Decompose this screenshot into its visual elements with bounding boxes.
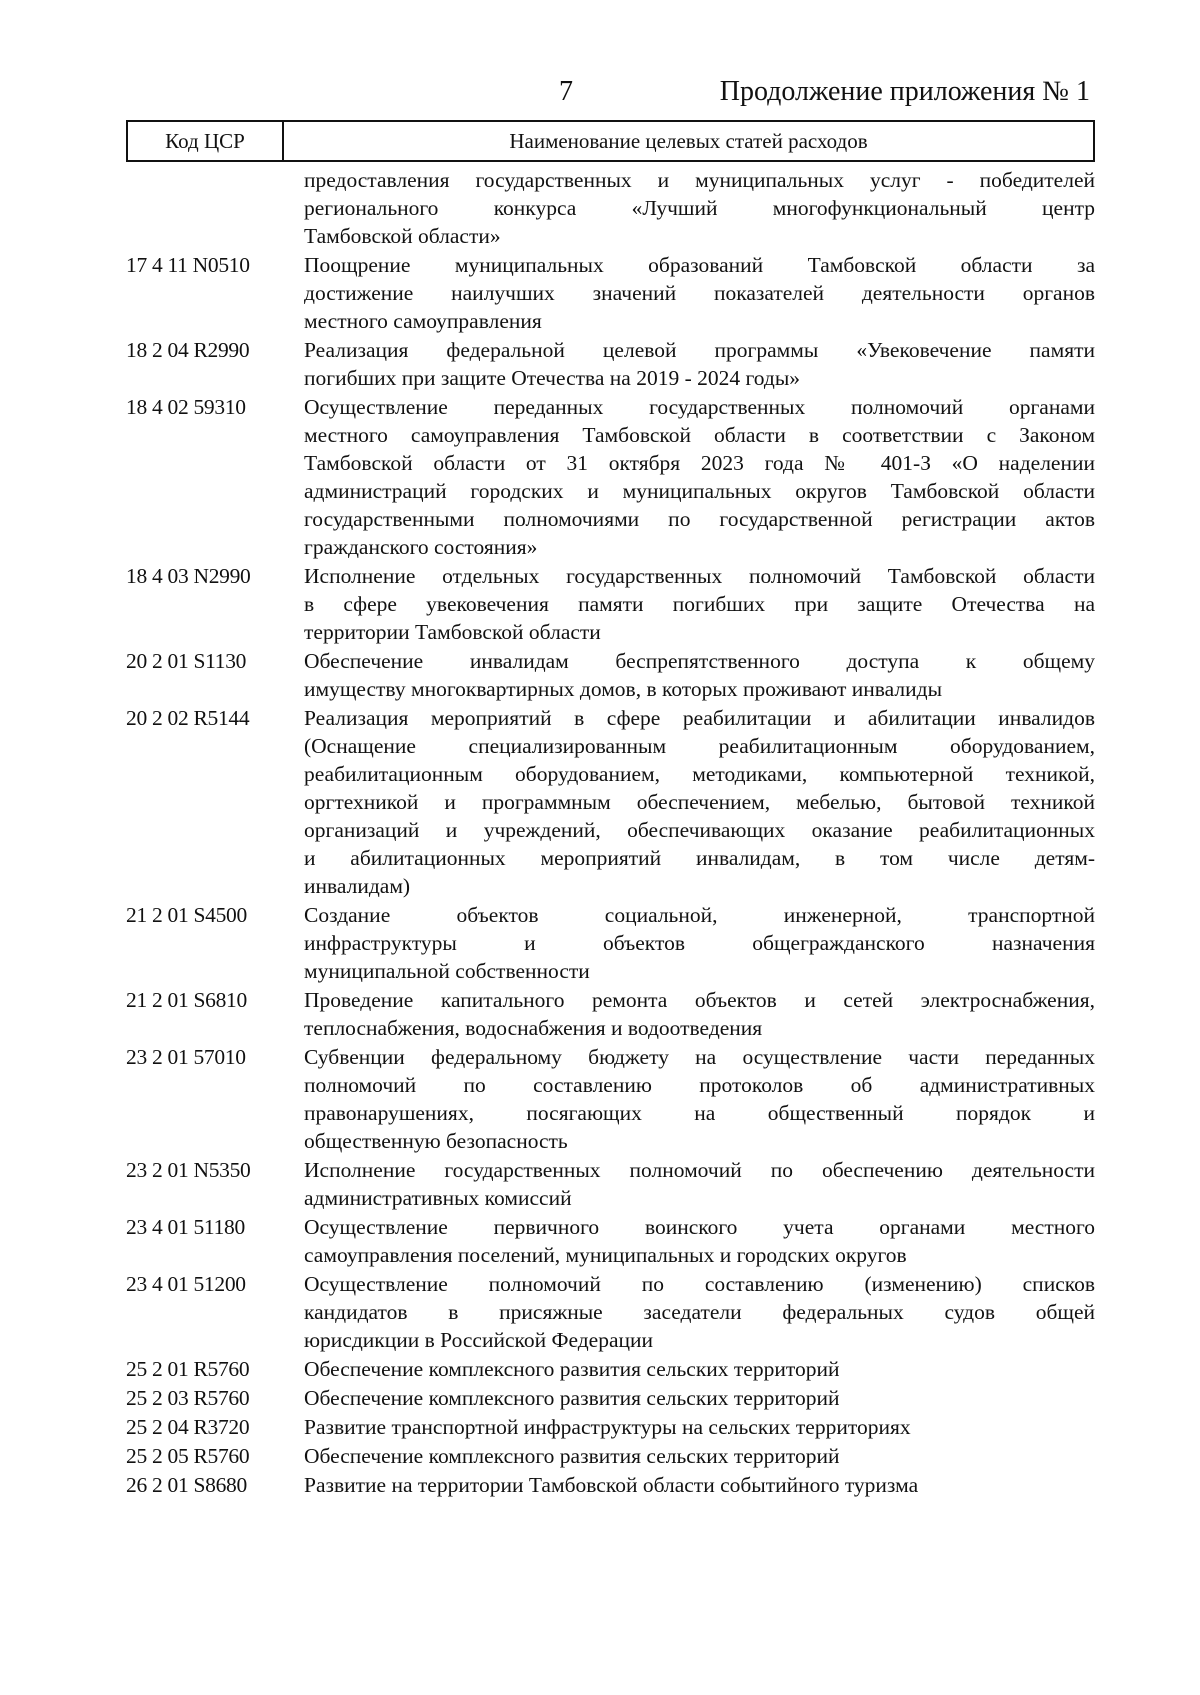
description-line: реабилитационным оборудованием, методиками, компьютерной техникой, bbox=[304, 762, 1095, 786]
description-line: полномочий по составлению протоколов об административных bbox=[304, 1073, 1095, 1097]
description-line: оргтехникой и программным обеспечением, мебелью, бытовой техникой bbox=[304, 790, 1095, 814]
table-header bbox=[126, 120, 1095, 162]
description-line: предоставления государственных и муниципальных услуг - победителей bbox=[304, 168, 1095, 192]
description-line: Осуществление полномочий по составлению (изменению) списков bbox=[304, 1272, 1095, 1296]
description-line: Создание объектов социальной, инженерной, транспортной bbox=[304, 903, 1095, 927]
row-code: 23 4 01 51200 bbox=[126, 1272, 246, 1296]
description-line: (Оснащение специализированным реабилитационным оборудованием, bbox=[304, 734, 1095, 758]
description-line: в сфере увековечения памяти погибших при защите Отечества на bbox=[304, 592, 1095, 616]
table-row bbox=[126, 1355, 1095, 1383]
description-line: местного самоуправления bbox=[304, 309, 542, 333]
row-description bbox=[304, 1471, 1095, 1499]
row-code bbox=[126, 166, 304, 250]
description-line: местного самоуправления Тамбовской области в соответствии с Законом bbox=[304, 423, 1095, 447]
description-line: достижение наилучших значений показателей деятельности органов bbox=[304, 281, 1095, 305]
table-row bbox=[126, 393, 1095, 561]
description-line: Развитие на территории Тамбовской области событийного туризма bbox=[304, 1473, 919, 1497]
row-code: 25 2 04 R3720 bbox=[126, 1415, 250, 1439]
table-row bbox=[126, 1442, 1095, 1470]
table-row bbox=[126, 251, 1095, 335]
description-line: Обеспечение комплексного развития сельских территорий bbox=[304, 1444, 840, 1468]
row-code: 18 4 03 N2990 bbox=[126, 564, 251, 588]
description-line: и абилитационных мероприятий инвалидам, в том числе детям- bbox=[304, 846, 1095, 870]
description-line: Исполнение отдельных государственных полномочий Тамбовской области bbox=[304, 564, 1095, 588]
description-line: общественную безопасность bbox=[304, 1129, 568, 1153]
row-description bbox=[304, 1413, 1095, 1441]
row-description bbox=[304, 1043, 1095, 1155]
header-name-column: Наименование целевых статей расходов bbox=[509, 128, 868, 153]
table-row bbox=[126, 901, 1095, 985]
row-description bbox=[304, 647, 1095, 703]
description-line: Проведение капитального ремонта объектов и сетей электроснабжения, bbox=[304, 988, 1095, 1012]
row-code: 25 2 01 R5760 bbox=[126, 1357, 250, 1381]
table-row bbox=[126, 1384, 1095, 1412]
row-description bbox=[304, 1442, 1095, 1470]
row-code: 25 2 05 R5760 bbox=[126, 1444, 250, 1468]
description-line: Осуществление переданных государственных полномочий органами bbox=[304, 395, 1095, 419]
page-caption: Продолжение приложения № 1 bbox=[719, 76, 1090, 107]
row-description bbox=[304, 1355, 1095, 1383]
page-number: 7 bbox=[559, 76, 573, 107]
description-line: юрисдикции в Российской Федерации bbox=[304, 1328, 654, 1352]
table-row bbox=[126, 647, 1095, 703]
row-code: 26 2 01 S8680 bbox=[126, 1473, 247, 1497]
row-code: 25 2 03 R5760 bbox=[126, 1386, 250, 1410]
row-description bbox=[304, 1156, 1095, 1212]
table-row bbox=[126, 1270, 1095, 1354]
description-line: Обеспечение комплексного развития сельских территорий bbox=[304, 1386, 840, 1410]
description-line: Реализация мероприятий в сфере реабилитации и абилитации инвалидов bbox=[304, 706, 1095, 730]
description-line: государственными полномочиями по государственной регистрации актов bbox=[304, 507, 1095, 531]
description-line: Тамбовской области» bbox=[304, 224, 501, 248]
row-description bbox=[304, 393, 1095, 561]
table-row bbox=[126, 1413, 1095, 1441]
row-description bbox=[304, 901, 1095, 985]
table-row bbox=[126, 336, 1095, 392]
description-line: Субвенции федеральному бюджету на осуществление части переданных bbox=[304, 1045, 1095, 1069]
description-line: самоуправления поселений, муниципальных и городских округов bbox=[304, 1243, 907, 1267]
description-line: Обеспечение инвалидам беспрепятственного доступа к общему bbox=[304, 649, 1095, 673]
row-description bbox=[304, 1384, 1095, 1412]
description-line: Реализация федеральной целевой программы «Увековечение памяти bbox=[304, 338, 1095, 362]
row-description bbox=[304, 166, 1095, 250]
description-line: территории Тамбовской области bbox=[304, 620, 601, 644]
table-row bbox=[126, 1213, 1095, 1269]
table-row bbox=[126, 986, 1095, 1042]
description-line: административных комиссий bbox=[304, 1186, 572, 1210]
table-row bbox=[126, 1043, 1095, 1155]
description-line: погибших при защите Отечества на 2019 - 2024 годы» bbox=[304, 366, 801, 390]
description-line: правонарушениях, посягающих на общественный порядок и bbox=[304, 1101, 1095, 1125]
description-line: регионального конкурса «Лучший многофункциональный центр bbox=[304, 196, 1095, 220]
row-code: 21 2 01 S4500 bbox=[126, 903, 247, 927]
row-code: 20 2 02 R5144 bbox=[126, 706, 250, 730]
row-code: 23 4 01 51180 bbox=[126, 1215, 245, 1239]
row-description bbox=[304, 562, 1095, 646]
description-line: администраций городских и муниципальных округов Тамбовской области bbox=[304, 479, 1095, 503]
table-row bbox=[126, 166, 1095, 250]
table-row bbox=[126, 1471, 1095, 1499]
row-code: 18 2 04 R2990 bbox=[126, 338, 250, 362]
row-code: 21 2 01 S6810 bbox=[126, 988, 247, 1012]
row-description bbox=[304, 986, 1095, 1042]
description-line: Обеспечение комплексного развития сельских территорий bbox=[304, 1357, 840, 1381]
row-code: 20 2 01 S1130 bbox=[126, 649, 247, 673]
table-body bbox=[126, 166, 1095, 1499]
description-line: теплоснабжения, водоснабжения и водоотведения bbox=[304, 1016, 763, 1040]
description-line: организаций и учреждений, обеспечивающих оказание реабилитационных bbox=[304, 818, 1095, 842]
row-code: 18 4 02 59310 bbox=[126, 395, 246, 419]
table-row bbox=[126, 1156, 1095, 1212]
description-line: Развитие транспортной инфраструктуры на сельских территориях bbox=[304, 1415, 911, 1439]
description-line: имуществу многоквартирных домов, в которых проживают инвалиды bbox=[304, 677, 943, 701]
row-description bbox=[304, 1213, 1095, 1269]
row-code: 23 2 01 57010 bbox=[126, 1045, 246, 1069]
description-line: Тамбовской области от 31 октября 2023 года № 401-З «О наделении bbox=[304, 451, 1095, 475]
description-line: инфраструктуры и объектов общегражданского назначения bbox=[304, 931, 1095, 955]
description-line: Исполнение государственных полномочий по обеспечению деятельности bbox=[304, 1158, 1095, 1182]
row-description bbox=[304, 704, 1095, 900]
row-description bbox=[304, 336, 1095, 392]
description-line: инвалидам) bbox=[304, 874, 411, 898]
table-row bbox=[126, 704, 1095, 900]
row-code: 23 2 01 N5350 bbox=[126, 1158, 251, 1182]
description-line: Осуществление первичного воинского учета органами местного bbox=[304, 1215, 1095, 1239]
description-line: кандидатов в присяжные заседатели федеральных судов общей bbox=[304, 1300, 1095, 1324]
row-description bbox=[304, 1270, 1095, 1354]
table-row bbox=[126, 562, 1095, 646]
description-line: гражданского состояния» bbox=[304, 535, 538, 559]
row-code: 17 4 11 N0510 bbox=[126, 253, 250, 277]
row-description bbox=[304, 251, 1095, 335]
description-line: Поощрение муниципальных образований Тамбовской области за bbox=[304, 253, 1095, 277]
description-line: муниципальной собственности bbox=[304, 959, 590, 983]
header-code-column: Код ЦСР bbox=[128, 122, 284, 160]
